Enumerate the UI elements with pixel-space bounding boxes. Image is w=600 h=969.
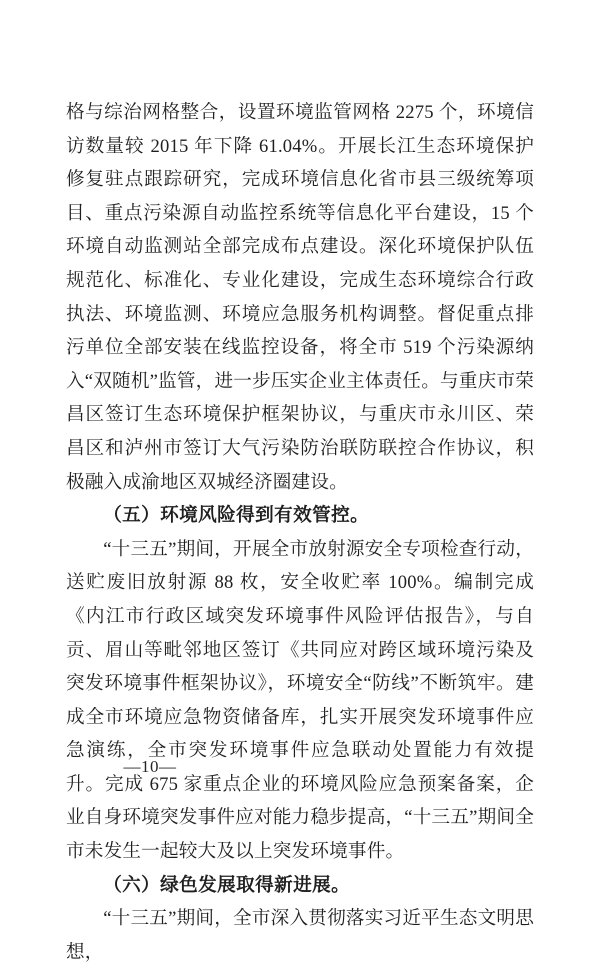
page-number-label: —10— — [123, 757, 177, 776]
section-heading-five: （五）环境风险得到有效管控。 — [103, 505, 370, 527]
paragraph-environmental-risk: “十三五”期间，开展全市放射源安全专项检查行动，送贮废旧放射源 88 枚，安全收贮率 100%。编制完成《内江市行政区域突发环境事件风险评估报告》，与自贡、眉山等毗邻地区签订《共同应对跨区域环境污染及突发环境事件框架协议》，环境安全“防线”不断筑牢。建成全市环境应急物资储备库，扎实开展突发环境事件应急演练，全市突发环境事件应急联动处置能力有效提升。完成 675 家重点企业的环境风险应急预案备案，企业自身环境突发事件应对能力稳步提高，“十三五”期间全市未发生一起较大及以上突发环境事件。 — [66, 538, 534, 863]
paragraph-continuation: 格与综治网格整合，设置环境监管网格 2275 个，环境信访数量较 2015 年下降 61.04%。开展长江生态环境保护修复驻点跟踪研究，完成环境信息化省市县三级统筹项目、重点污染源自动监控系统等信息化平台建设，15 个环境自动监测站全部完成布点建设。深化环境保护队伍规范化、标准化、专业化建设，完成生态环境综合行政执法、环境监测、环境应急服务机构调整。督促重点排污单位全部安装在线监控设备，将全市 519 个污染源纳入“双随机”监管，进一步压实企业主体责任。与重庆市荣昌区签订生态环境保护框架协议，与重庆市永川区、荣昌区和泸州市签订大气污染防治联防联控合作协议，积极融入成渝地区双城经济圈建设。 — [66, 102, 534, 493]
paragraph-green-development: “十三五”期间，全市深入贯彻落实习近平生态文明思想， — [66, 908, 534, 963]
page-number-footer — [0, 755, 600, 779]
section-heading-six: （六）绿色发展取得新进展。 — [103, 874, 351, 896]
document-body-column — [66, 96, 534, 969]
